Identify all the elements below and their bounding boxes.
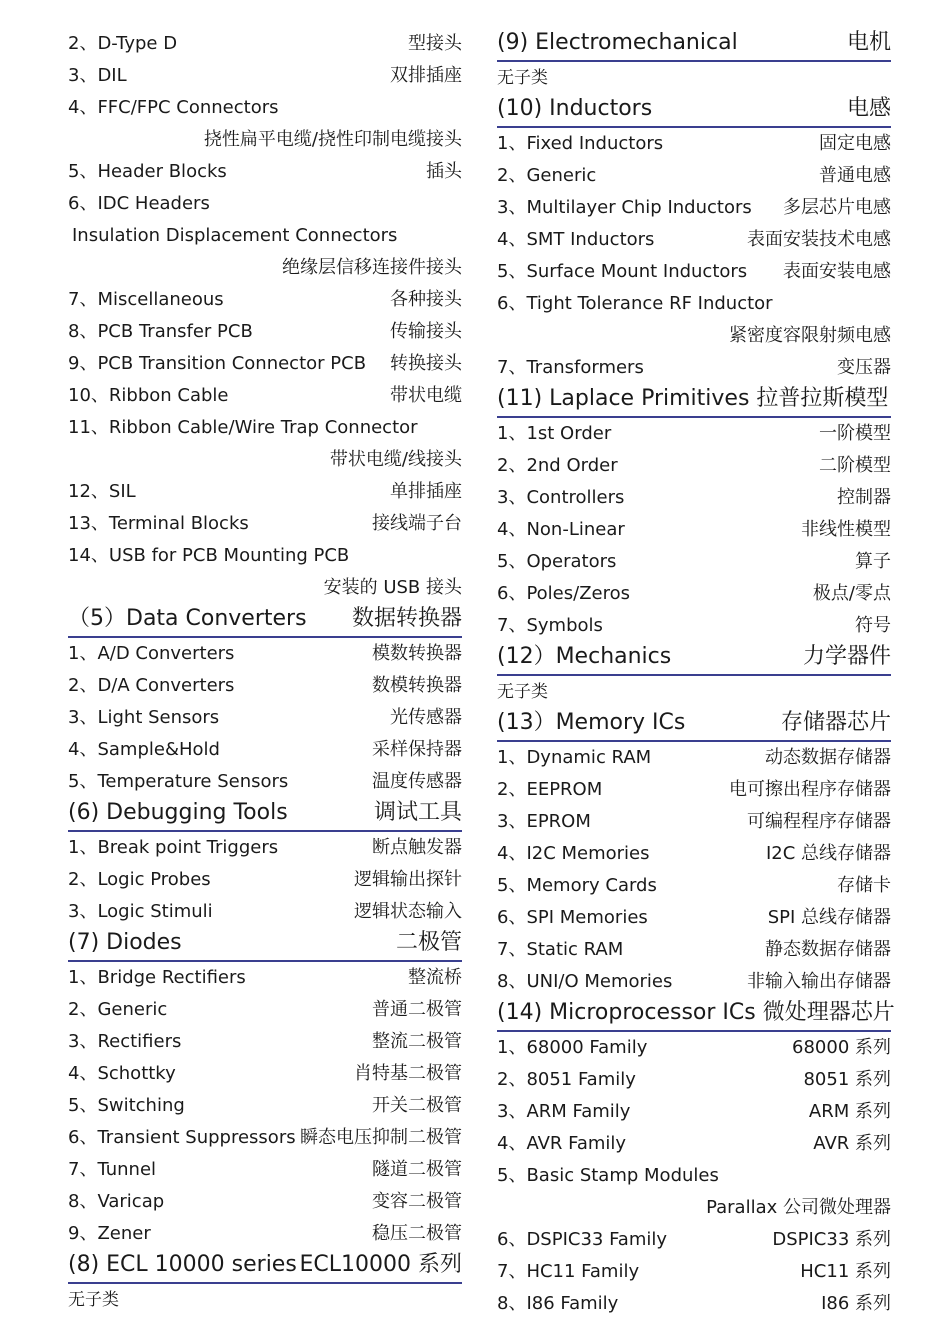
item-english-name: 2、Generic: [497, 165, 597, 186]
item-english-name: 7、Transformers: [497, 357, 644, 378]
list-item-2-d-a-converters: [68, 670, 462, 702]
item-continuation: Parallax 公司微处理器: [706, 1197, 891, 1218]
item-english-name: 8、I86 Family: [497, 1293, 619, 1314]
list-item-4-smt-inductors: [497, 224, 891, 256]
item-chinese-name: 逻辑状态输入: [354, 901, 462, 922]
list-item-1-68000-family: [497, 1032, 891, 1064]
item-english-name: 9、Zener: [68, 1223, 151, 1244]
item-chinese-name: 模数转换器: [372, 643, 462, 664]
list-item-8-pcb-transfer-pcb: [68, 316, 462, 348]
item-english-name: 5、Surface Mount Inductors: [497, 261, 748, 282]
right-column: [497, 28, 895, 1320]
item-english-name: 4、Non-Linear: [497, 519, 625, 540]
item-chinese-name: 电可擦出程序存储器: [729, 779, 891, 800]
list-item-2-8051-family: [497, 1064, 891, 1096]
section-heading-9-electromechanical: [497, 28, 891, 62]
item-chinese-name: 转换接头: [390, 353, 462, 374]
list-item-7-hc11-family: [497, 1256, 891, 1288]
item-chinese-name: 逻辑输出探针: [354, 869, 462, 890]
item-chinese-name: 8051 系列: [803, 1069, 891, 1090]
item-english-name: 4、AVR Family: [497, 1133, 627, 1154]
item-chinese-name: 普通电感: [819, 165, 891, 186]
list-item-7-tunnel: [68, 1154, 462, 1186]
item-chinese-name: 表面安装技术电感: [747, 229, 891, 250]
list-item-14-usb-for-pcb-mounting-pcb: [68, 540, 462, 572]
item-english-name: 6、Poles/Zeros: [497, 583, 630, 604]
list-item-4-avr-family: [497, 1128, 891, 1160]
item-continuation: 挠性扁平电缆/挠性印制电缆接头: [203, 129, 462, 150]
list-item-5-temperature-sensors: [68, 766, 462, 798]
item-english-name: 1、1st Order: [497, 423, 612, 444]
item-english-name: 6、Tight Tolerance RF Inductor: [497, 293, 773, 314]
item-chinese-name: 存储卡: [837, 875, 891, 896]
item-english-name: 5、Basic Stamp Modules: [497, 1165, 719, 1186]
item-chinese-name: 带状电缆: [390, 385, 462, 406]
list-item-2-d-type-d: [68, 28, 462, 60]
no-subcategory-note: 无子类: [68, 1290, 119, 1310]
item-chinese-name: 温度传感器: [372, 771, 462, 792]
item-english-name: 7、Miscellaneous: [68, 289, 224, 310]
list-item-7-miscellaneous: [68, 284, 462, 316]
item-english-name: 3、Logic Stimuli: [68, 901, 213, 922]
item-english-name: 4、Sample&Hold: [68, 739, 220, 760]
item-chinese-name: 极点/零点: [812, 583, 891, 604]
list-item-8-i86-family: [497, 1288, 891, 1320]
item-chinese-name: 变压器: [837, 357, 891, 378]
item-english-name: 7、Tunnel: [68, 1159, 157, 1180]
list-item-1-a-d-converters: [68, 638, 462, 670]
section-heading-8-ecl-10000-series: [68, 1250, 462, 1284]
list-item-1-break-point-triggers: [68, 832, 462, 864]
item-english-name: 8、Varicap: [68, 1191, 165, 1212]
list-item-5-header-blocks: [68, 156, 462, 188]
item-english-name: 6、Transient Suppressors: [68, 1127, 296, 1148]
item-chinese-name: 表面安装电感: [783, 261, 891, 282]
item-chinese-name: 光传感器: [390, 707, 462, 728]
item-english-name: 3、Rectifiers: [68, 1031, 182, 1052]
list-item-5-switching: [68, 1090, 462, 1122]
item-english-name: 6、IDC Headers: [68, 193, 210, 214]
item-chinese-name: 多层芯片电感: [783, 197, 891, 218]
heading-chinese-name: ECL10000 系列: [299, 1252, 462, 1277]
item-chinese-name: 整流桥: [408, 967, 462, 988]
item-english-name: 4、FFC/FPC Connectors: [68, 97, 279, 118]
item-english-name: 5、Memory Cards: [497, 875, 657, 896]
list-item-3-eprom: [497, 806, 891, 838]
item-english-name: 3、Light Sensors: [68, 707, 220, 728]
left-column: [68, 28, 462, 1316]
item-english-name: 1、Fixed Inductors: [497, 133, 664, 154]
list-item-3-rectifiers: [68, 1026, 462, 1058]
item-chinese-name: 68000 系列: [792, 1037, 891, 1058]
item-english-name: 5、Header Blocks: [68, 161, 227, 182]
item-chinese-name: 算子: [855, 551, 891, 572]
item-english-name: 5、Temperature Sensors: [68, 771, 289, 792]
item-chinese-name: 可编程程序存储器: [747, 811, 891, 832]
item-english-name: 4、SMT Inductors: [497, 229, 655, 250]
list-item-5-operators: [497, 546, 891, 578]
item-english-name: 11、Ribbon Cable/Wire Trap Connector: [68, 417, 418, 438]
item-english-name: 7、HC11 Family: [497, 1261, 640, 1282]
item-english-name: 7、Static RAM: [497, 939, 624, 960]
item-chinese-name: HC11 系列: [800, 1261, 891, 1282]
item-english-name: 1、Dynamic RAM: [497, 747, 652, 768]
section-heading-11-laplace-primitives: [497, 384, 891, 418]
item-chinese-name: 固定电感: [819, 133, 891, 154]
list-item-6-dspic33-family: [497, 1224, 891, 1256]
item-english-name: 8、PCB Transfer PCB: [68, 321, 253, 342]
item-english-name: 5、Operators: [497, 551, 617, 572]
list-item-6-poles-zeros: [497, 578, 891, 610]
heading-english-name: （5）Data Converters: [68, 606, 307, 631]
heading-english-name: (7) Diodes: [68, 930, 182, 955]
item-chinese-name: 传输接头: [390, 321, 462, 342]
item-english-name: 2、Generic: [68, 999, 168, 1020]
item-english-name: 1、68000 Family: [497, 1037, 648, 1058]
item-chinese-name: 静态数据存储器: [765, 939, 891, 960]
item-continuation: 安装的 USB 接头: [323, 577, 462, 598]
item-chinese-name: AVR 系列: [813, 1133, 891, 1154]
section-heading-5-data-converters: [68, 604, 462, 638]
item-chinese-name: 二阶模型: [819, 455, 891, 476]
heading-english-name: (8) ECL 10000 series: [68, 1252, 297, 1277]
heading-english-name: (13）Memory ICs: [497, 710, 686, 735]
heading-chinese-name: 数据转换器: [351, 606, 462, 631]
list-item-6-transient-suppressors: [68, 1122, 462, 1154]
heading-chinese-name: 电机: [846, 30, 891, 55]
item-continuation: 带状电缆/线接头: [329, 449, 462, 470]
list-item-2-2nd-order: [497, 450, 891, 482]
item-chinese-name: 双排插座: [390, 65, 462, 86]
list-item-1-bridge-rectifiers: [68, 962, 462, 994]
section-heading-6-debugging-tools: [68, 798, 462, 832]
item-english-name: 4、I2C Memories: [497, 843, 650, 864]
heading-english-name: (6) Debugging Tools: [68, 800, 288, 825]
item-english-name: 9、PCB Transition Connector PCB: [68, 353, 367, 374]
heading-english-name: (11) Laplace Primitives 拉普拉斯模型: [497, 386, 889, 411]
item-chinese-name: 瞬态电压抑制二极管: [300, 1127, 462, 1148]
item-chinese-name: 断点触发器: [372, 837, 462, 858]
list-item-7-transformers: [497, 352, 891, 384]
item-chinese-name: 普通二极管: [372, 999, 462, 1020]
list-item-9-pcb-transition-connector-pcb: [68, 348, 462, 380]
item-continuation: Insulation Displacement Connectors: [72, 225, 398, 246]
list-item-5-surface-mount-inductors: [497, 256, 891, 288]
list-item-1-fixed-inductors: [497, 128, 891, 160]
list-item-4-i2c-memories: [497, 838, 891, 870]
item-chinese-name: 数模转换器: [372, 675, 462, 696]
item-english-name: 3、DIL: [68, 65, 127, 86]
item-english-name: 3、EPROM: [497, 811, 591, 832]
section-heading-12-mechanics: [497, 642, 891, 676]
item-english-name: 1、Break point Triggers: [68, 837, 279, 858]
item-chinese-name: 非输入输出存储器: [747, 971, 891, 992]
heading-english-name: (9) Electromechanical: [497, 30, 738, 55]
list-item-7-symbols: [497, 610, 891, 642]
list-item-4-sample-hold: [68, 734, 462, 766]
item-english-name: 2、D/A Converters: [68, 675, 235, 696]
heading-chinese-name: 存储器芯片: [780, 710, 891, 735]
list-item-2-eeprom: [497, 774, 891, 806]
item-chinese-name: 肖特基二极管: [354, 1063, 462, 1084]
heading-english-name: (12）Mechanics: [497, 644, 672, 669]
heading-english-name: (10) Inductors: [497, 96, 653, 121]
list-item-1-1st-order: [497, 418, 891, 450]
list-item-2-generic: [497, 160, 891, 192]
item-chinese-name: 一阶模型: [819, 423, 891, 444]
list-item-3-controllers: [497, 482, 891, 514]
item-chinese-name: 符号: [855, 615, 891, 636]
item-english-name: 2、Logic Probes: [68, 869, 211, 890]
item-english-name: 2、D-Type D: [68, 33, 178, 54]
section-heading-14-microprocessor-ics: [497, 998, 895, 1032]
list-item-12-sil: [68, 476, 462, 508]
list-item-1-dynamic-ram: [497, 742, 891, 774]
item-english-name: 14、USB for PCB Mounting PCB: [68, 545, 350, 566]
list-item-13-terminal-blocks: [68, 508, 462, 540]
list-item-5-basic-stamp-modules: [497, 1160, 891, 1192]
list-item-8-varicap: [68, 1186, 462, 1218]
list-item-10-ribbon-cable: [68, 380, 462, 412]
list-item-8-uni-o-memories: [497, 966, 891, 998]
item-english-name: 12、SIL: [68, 481, 136, 502]
item-chinese-name: 稳压二极管: [372, 1223, 462, 1244]
item-english-name: 13、Terminal Blocks: [68, 513, 249, 534]
item-english-name: 5、Switching: [68, 1095, 185, 1116]
item-english-name: 6、DSPIC33 Family: [497, 1229, 668, 1250]
heading-chinese-name: 二极管: [395, 930, 462, 955]
heading-chinese-name: 电感: [846, 96, 891, 121]
item-chinese-name: 接线端子台: [372, 513, 462, 534]
item-chinese-name: SPI 总线存储器: [767, 907, 891, 928]
item-chinese-name: 隧道二极管: [372, 1159, 462, 1180]
item-chinese-name: 开关二极管: [372, 1095, 462, 1116]
heading-chinese-name: 调试工具: [373, 800, 462, 825]
list-item-4-non-linear: [497, 514, 891, 546]
item-english-name: 2、2nd Order: [497, 455, 618, 476]
item-chinese-name: 型接头: [408, 33, 462, 54]
no-subcategory-note: 无子类: [497, 68, 548, 88]
list-item-2-logic-probes: [68, 864, 462, 896]
list-item-6-idc-headers: [68, 188, 462, 220]
item-continuation: 紧密度容限射频电感: [729, 325, 891, 346]
item-chinese-name: 控制器: [837, 487, 891, 508]
section-heading-13-memory-ics: [497, 708, 891, 742]
item-english-name: 3、Multilayer Chip Inductors: [497, 197, 752, 218]
list-item-3-dil: [68, 60, 462, 92]
item-english-name: 1、A/D Converters: [68, 643, 235, 664]
list-item-3-multilayer-chip-inductors: [497, 192, 891, 224]
item-english-name: 3、Controllers: [497, 487, 625, 508]
list-item-4-schottky: [68, 1058, 462, 1090]
item-chinese-name: ARM 系列: [808, 1101, 891, 1122]
item-chinese-name: I86 系列: [821, 1293, 891, 1314]
item-english-name: 2、EEPROM: [497, 779, 603, 800]
item-english-name: 10、Ribbon Cable: [68, 385, 229, 406]
item-english-name: 6、SPI Memories: [497, 907, 648, 928]
list-item-5-memory-cards: [497, 870, 891, 902]
list-item-11-ribbon-cable-wire-trap-connector: [68, 412, 462, 444]
list-item-3-arm-family: [497, 1096, 891, 1128]
list-item-3-logic-stimuli: [68, 896, 462, 928]
item-chinese-name: I2C 总线存储器: [765, 843, 891, 864]
list-item-9-zener: [68, 1218, 462, 1250]
item-english-name: 2、8051 Family: [497, 1069, 636, 1090]
item-english-name: 4、Schottky: [68, 1063, 176, 1084]
item-continuation: 绝缘层信移连接件接头: [282, 257, 462, 278]
item-chinese-name: 单排插座: [390, 481, 462, 502]
item-english-name: 1、Bridge Rectifiers: [68, 967, 246, 988]
item-chinese-name: 变容二极管: [372, 1191, 462, 1212]
item-chinese-name: DSPIC33 系列: [772, 1229, 891, 1250]
list-item-3-light-sensors: [68, 702, 462, 734]
list-item-7-static-ram: [497, 934, 891, 966]
list-item-4-ffc-fpc-connectors: [68, 92, 462, 124]
item-chinese-name: 各种接头: [390, 289, 462, 310]
item-chinese-name: 非线性模型: [801, 519, 891, 540]
no-subcategory-note: 无子类: [497, 682, 548, 702]
list-item-2-generic: [68, 994, 462, 1026]
heading-english-name: (14) Microprocessor ICs 微处理器芯片: [497, 1000, 895, 1025]
item-chinese-name: 动态数据存储器: [765, 747, 891, 768]
section-heading-10-inductors: [497, 94, 891, 128]
heading-chinese-name: 力学器件: [802, 644, 891, 669]
section-heading-7-diodes: [68, 928, 462, 962]
item-english-name: 7、Symbols: [497, 615, 603, 636]
item-english-name: 3、ARM Family: [497, 1101, 631, 1122]
list-item-6-tight-tolerance-rf-inductor: [497, 288, 891, 320]
item-chinese-name: 采样保持器: [372, 739, 462, 760]
item-english-name: 8、UNI/O Memories: [497, 971, 673, 992]
list-item-6-spi-memories: [497, 902, 891, 934]
item-chinese-name: 整流二极管: [372, 1031, 462, 1052]
item-chinese-name: 插头: [426, 161, 462, 182]
